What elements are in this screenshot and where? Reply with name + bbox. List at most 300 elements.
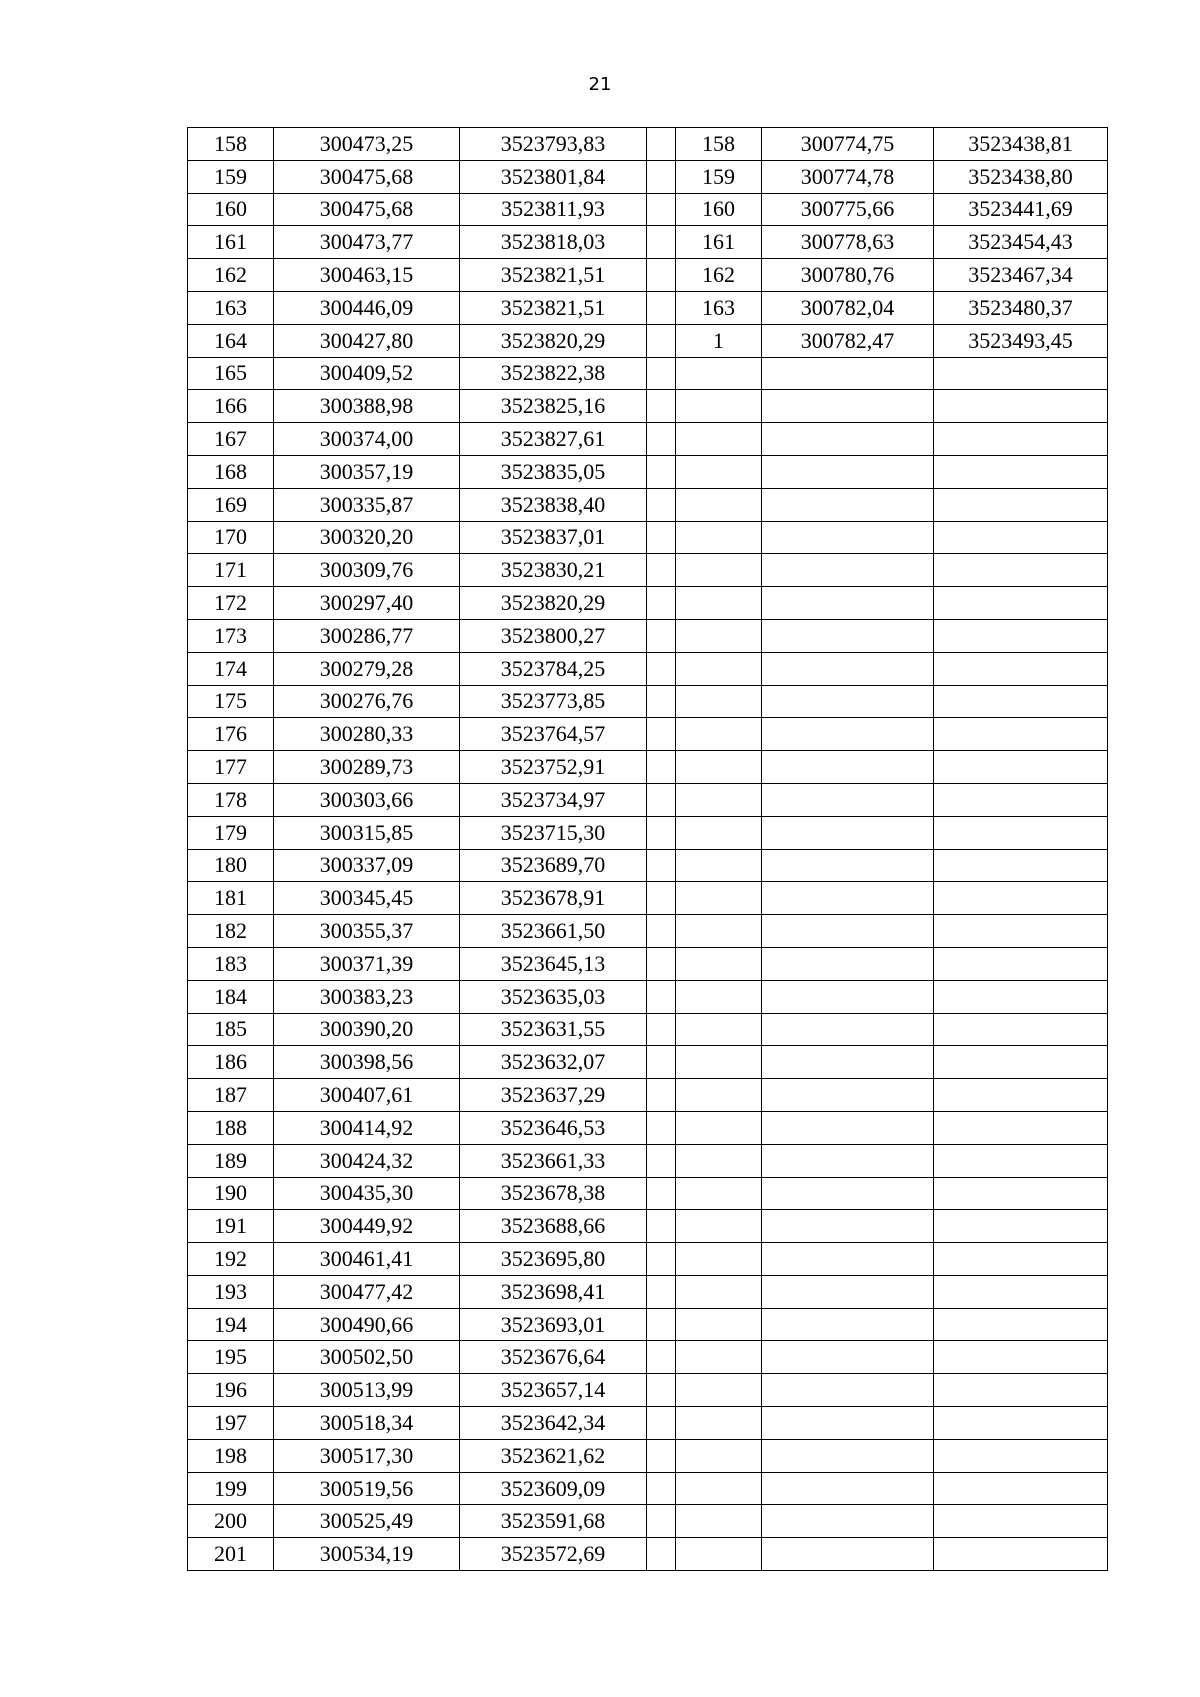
right-y-coordinate-cell <box>934 685 1108 718</box>
right-point-number-cell <box>676 455 762 488</box>
left-y-coordinate-cell: 3523825,16 <box>460 390 647 423</box>
right-x-coordinate-cell <box>762 1046 934 1079</box>
table-row <box>188 455 1108 488</box>
left-y-coordinate-cell: 3523822,38 <box>460 357 647 390</box>
left-point-number-cell: 198 <box>188 1439 274 1472</box>
left-x-coordinate-cell: 300276,76 <box>274 685 460 718</box>
left-point-number-cell: 170 <box>188 521 274 554</box>
right-y-coordinate-cell <box>934 619 1108 652</box>
left-y-coordinate-cell: 3523642,34 <box>460 1407 647 1440</box>
right-y-coordinate-cell <box>934 1177 1108 1210</box>
left-x-coordinate-cell: 300446,09 <box>274 291 460 324</box>
left-point-number-cell: 169 <box>188 488 274 521</box>
table-row <box>188 1374 1108 1407</box>
left-x-coordinate-cell: 300409,52 <box>274 357 460 390</box>
separator-cell <box>647 619 676 652</box>
table-row <box>188 1505 1108 1538</box>
right-point-number-cell <box>676 947 762 980</box>
right-x-coordinate-cell <box>762 554 934 587</box>
left-y-coordinate-cell: 3523631,55 <box>460 1013 647 1046</box>
separator-cell <box>647 1210 676 1243</box>
left-point-number-cell: 187 <box>188 1079 274 1112</box>
left-x-coordinate-cell: 300303,66 <box>274 783 460 816</box>
right-x-coordinate-cell: 300774,78 <box>762 160 934 193</box>
right-y-coordinate-cell <box>934 390 1108 423</box>
right-x-coordinate-cell <box>762 1407 934 1440</box>
left-y-coordinate-cell: 3523632,07 <box>460 1046 647 1079</box>
left-x-coordinate-cell: 300534,19 <box>274 1538 460 1571</box>
right-y-coordinate-cell <box>934 554 1108 587</box>
left-x-coordinate-cell: 300490,66 <box>274 1308 460 1341</box>
left-point-number-cell: 200 <box>188 1505 274 1538</box>
right-x-coordinate-cell: 300775,66 <box>762 193 934 226</box>
left-point-number-cell: 199 <box>188 1472 274 1505</box>
right-point-number-cell <box>676 915 762 948</box>
right-x-coordinate-cell <box>762 1111 934 1144</box>
left-y-coordinate-cell: 3523821,51 <box>460 291 647 324</box>
right-x-coordinate-cell <box>762 652 934 685</box>
left-x-coordinate-cell: 300525,49 <box>274 1505 460 1538</box>
table-row <box>188 291 1108 324</box>
table-row <box>188 882 1108 915</box>
right-y-coordinate-cell <box>934 587 1108 620</box>
right-x-coordinate-cell <box>762 1439 934 1472</box>
left-x-coordinate-cell: 300473,77 <box>274 226 460 259</box>
right-point-number-cell: 158 <box>676 128 762 161</box>
left-x-coordinate-cell: 300355,37 <box>274 915 460 948</box>
right-point-number-cell <box>676 718 762 751</box>
right-point-number-cell: 161 <box>676 226 762 259</box>
right-y-coordinate-cell <box>934 1374 1108 1407</box>
separator-cell <box>647 1374 676 1407</box>
left-point-number-cell: 181 <box>188 882 274 915</box>
left-y-coordinate-cell: 3523661,33 <box>460 1144 647 1177</box>
left-x-coordinate-cell: 300475,68 <box>274 160 460 193</box>
right-x-coordinate-cell <box>762 1144 934 1177</box>
left-x-coordinate-cell: 300357,19 <box>274 455 460 488</box>
table-row <box>188 980 1108 1013</box>
right-point-number-cell <box>676 1374 762 1407</box>
left-point-number-cell: 191 <box>188 1210 274 1243</box>
separator-cell <box>647 1046 676 1079</box>
left-point-number-cell: 168 <box>188 455 274 488</box>
right-point-number-cell <box>676 1439 762 1472</box>
right-y-coordinate-cell: 3523438,81 <box>934 128 1108 161</box>
right-x-coordinate-cell <box>762 751 934 784</box>
left-y-coordinate-cell: 3523698,41 <box>460 1275 647 1308</box>
right-point-number-cell <box>676 1275 762 1308</box>
right-point-number-cell <box>676 1243 762 1276</box>
right-x-coordinate-cell <box>762 455 934 488</box>
right-point-number-cell <box>676 783 762 816</box>
left-x-coordinate-cell: 300475,68 <box>274 193 460 226</box>
table-row <box>188 226 1108 259</box>
left-point-number-cell: 186 <box>188 1046 274 1079</box>
table-row <box>188 1243 1108 1276</box>
separator-cell <box>647 1439 676 1472</box>
right-point-number-cell: 1 <box>676 324 762 357</box>
right-y-coordinate-cell <box>934 1210 1108 1243</box>
right-point-number-cell <box>676 751 762 784</box>
left-x-coordinate-cell: 300390,20 <box>274 1013 460 1046</box>
separator-cell <box>647 423 676 456</box>
table-row <box>188 1275 1108 1308</box>
separator-cell <box>647 1341 676 1374</box>
page-number: 21 <box>588 74 612 95</box>
right-point-number-cell: 159 <box>676 160 762 193</box>
right-point-number-cell <box>676 882 762 915</box>
right-y-coordinate-cell <box>934 947 1108 980</box>
table-row <box>188 488 1108 521</box>
table-row <box>188 1439 1108 1472</box>
left-y-coordinate-cell: 3523811,93 <box>460 193 647 226</box>
left-point-number-cell: 193 <box>188 1275 274 1308</box>
left-y-coordinate-cell: 3523591,68 <box>460 1505 647 1538</box>
table-row <box>188 1308 1108 1341</box>
right-x-coordinate-cell <box>762 783 934 816</box>
left-x-coordinate-cell: 300461,41 <box>274 1243 460 1276</box>
left-point-number-cell: 174 <box>188 652 274 685</box>
right-point-number-cell <box>676 685 762 718</box>
table-row <box>188 685 1108 718</box>
right-x-coordinate-cell <box>762 357 934 390</box>
right-x-coordinate-cell <box>762 1275 934 1308</box>
left-point-number-cell: 167 <box>188 423 274 456</box>
separator-cell <box>647 751 676 784</box>
right-point-number-cell <box>676 357 762 390</box>
right-x-coordinate-cell <box>762 1308 934 1341</box>
left-y-coordinate-cell: 3523821,51 <box>460 259 647 292</box>
left-point-number-cell: 185 <box>188 1013 274 1046</box>
left-x-coordinate-cell: 300518,34 <box>274 1407 460 1440</box>
left-y-coordinate-cell: 3523800,27 <box>460 619 647 652</box>
table-row <box>188 1407 1108 1440</box>
left-y-coordinate-cell: 3523678,91 <box>460 882 647 915</box>
separator-cell <box>647 160 676 193</box>
left-y-coordinate-cell: 3523688,66 <box>460 1210 647 1243</box>
left-y-coordinate-cell: 3523820,29 <box>460 587 647 620</box>
right-y-coordinate-cell <box>934 849 1108 882</box>
left-x-coordinate-cell: 300286,77 <box>274 619 460 652</box>
right-point-number-cell <box>676 1505 762 1538</box>
right-point-number-cell <box>676 1177 762 1210</box>
right-y-coordinate-cell <box>934 1111 1108 1144</box>
right-y-coordinate-cell <box>934 718 1108 751</box>
right-x-coordinate-cell <box>762 1472 934 1505</box>
table-row <box>188 1538 1108 1571</box>
separator-cell <box>647 128 676 161</box>
table-row <box>188 1144 1108 1177</box>
table-row <box>188 783 1108 816</box>
separator-cell <box>647 1275 676 1308</box>
table-row <box>188 1341 1108 1374</box>
right-x-coordinate-cell <box>762 1210 934 1243</box>
right-y-coordinate-cell <box>934 816 1108 849</box>
separator-cell <box>647 882 676 915</box>
left-y-coordinate-cell: 3523635,03 <box>460 980 647 1013</box>
left-y-coordinate-cell: 3523689,70 <box>460 849 647 882</box>
left-y-coordinate-cell: 3523646,53 <box>460 1111 647 1144</box>
left-point-number-cell: 190 <box>188 1177 274 1210</box>
separator-cell <box>647 1538 676 1571</box>
table-row <box>188 718 1108 751</box>
right-point-number-cell <box>676 587 762 620</box>
table-row <box>188 1472 1108 1505</box>
right-point-number-cell <box>676 1046 762 1079</box>
left-y-coordinate-cell: 3523827,61 <box>460 423 647 456</box>
left-x-coordinate-cell: 300407,61 <box>274 1079 460 1112</box>
right-y-coordinate-cell <box>934 783 1108 816</box>
right-x-coordinate-cell <box>762 587 934 620</box>
left-point-number-cell: 173 <box>188 619 274 652</box>
right-x-coordinate-cell <box>762 1079 934 1112</box>
separator-cell <box>647 849 676 882</box>
right-point-number-cell <box>676 849 762 882</box>
left-point-number-cell: 183 <box>188 947 274 980</box>
left-y-coordinate-cell: 3523609,09 <box>460 1472 647 1505</box>
right-y-coordinate-cell: 3523493,45 <box>934 324 1108 357</box>
separator-cell <box>647 521 676 554</box>
left-y-coordinate-cell: 3523801,84 <box>460 160 647 193</box>
left-y-coordinate-cell: 3523837,01 <box>460 521 647 554</box>
right-point-number-cell <box>676 619 762 652</box>
right-y-coordinate-cell: 3523467,34 <box>934 259 1108 292</box>
right-x-coordinate-cell <box>762 685 934 718</box>
right-point-number-cell <box>676 554 762 587</box>
table-row <box>188 554 1108 587</box>
right-y-coordinate-cell: 3523438,80 <box>934 160 1108 193</box>
left-point-number-cell: 180 <box>188 849 274 882</box>
left-y-coordinate-cell: 3523695,80 <box>460 1243 647 1276</box>
table-row <box>188 128 1108 161</box>
right-y-coordinate-cell <box>934 488 1108 521</box>
separator-cell <box>647 1243 676 1276</box>
left-y-coordinate-cell: 3523835,05 <box>460 455 647 488</box>
left-y-coordinate-cell: 3523572,69 <box>460 1538 647 1571</box>
table-row <box>188 357 1108 390</box>
right-point-number-cell <box>676 1407 762 1440</box>
table-row <box>188 619 1108 652</box>
left-y-coordinate-cell: 3523818,03 <box>460 226 647 259</box>
right-y-coordinate-cell: 3523454,43 <box>934 226 1108 259</box>
left-x-coordinate-cell: 300424,32 <box>274 1144 460 1177</box>
right-y-coordinate-cell: 3523441,69 <box>934 193 1108 226</box>
left-point-number-cell: 165 <box>188 357 274 390</box>
separator-cell <box>647 1013 676 1046</box>
right-x-coordinate-cell <box>762 718 934 751</box>
left-point-number-cell: 166 <box>188 390 274 423</box>
right-point-number-cell: 163 <box>676 291 762 324</box>
left-point-number-cell: 177 <box>188 751 274 784</box>
right-y-coordinate-cell <box>934 1144 1108 1177</box>
separator-cell <box>647 1144 676 1177</box>
right-y-coordinate-cell <box>934 1079 1108 1112</box>
separator-cell <box>647 1505 676 1538</box>
right-x-coordinate-cell <box>762 423 934 456</box>
separator-cell <box>647 226 676 259</box>
left-point-number-cell: 175 <box>188 685 274 718</box>
coordinates-table <box>187 127 1108 1571</box>
right-x-coordinate-cell: 300782,47 <box>762 324 934 357</box>
right-y-coordinate-cell <box>934 423 1108 456</box>
left-y-coordinate-cell: 3523838,40 <box>460 488 647 521</box>
left-x-coordinate-cell: 300449,92 <box>274 1210 460 1243</box>
left-x-coordinate-cell: 300315,85 <box>274 816 460 849</box>
separator-cell <box>647 291 676 324</box>
right-x-coordinate-cell <box>762 882 934 915</box>
left-point-number-cell: 188 <box>188 1111 274 1144</box>
table-row <box>188 1013 1108 1046</box>
separator-cell <box>647 816 676 849</box>
right-y-coordinate-cell <box>934 1275 1108 1308</box>
right-x-coordinate-cell <box>762 390 934 423</box>
left-x-coordinate-cell: 300335,87 <box>274 488 460 521</box>
table-row <box>188 947 1108 980</box>
left-y-coordinate-cell: 3523793,83 <box>460 128 647 161</box>
left-x-coordinate-cell: 300427,80 <box>274 324 460 357</box>
left-x-coordinate-cell: 300280,33 <box>274 718 460 751</box>
separator-cell <box>647 980 676 1013</box>
left-point-number-cell: 197 <box>188 1407 274 1440</box>
right-point-number-cell <box>676 652 762 685</box>
separator-cell <box>647 718 676 751</box>
right-point-number-cell <box>676 1013 762 1046</box>
left-point-number-cell: 194 <box>188 1308 274 1341</box>
left-x-coordinate-cell: 300371,39 <box>274 947 460 980</box>
right-y-coordinate-cell <box>934 1538 1108 1571</box>
right-x-coordinate-cell <box>762 849 934 882</box>
right-x-coordinate-cell: 300782,04 <box>762 291 934 324</box>
left-point-number-cell: 179 <box>188 816 274 849</box>
left-y-coordinate-cell: 3523621,62 <box>460 1439 647 1472</box>
left-point-number-cell: 182 <box>188 915 274 948</box>
right-x-coordinate-cell <box>762 980 934 1013</box>
left-x-coordinate-cell: 300289,73 <box>274 751 460 784</box>
left-x-coordinate-cell: 300297,40 <box>274 587 460 620</box>
separator-cell <box>647 783 676 816</box>
separator-cell <box>647 1177 676 1210</box>
left-y-coordinate-cell: 3523830,21 <box>460 554 647 587</box>
right-y-coordinate-cell <box>934 1341 1108 1374</box>
right-y-coordinate-cell <box>934 521 1108 554</box>
right-point-number-cell <box>676 1341 762 1374</box>
separator-cell <box>647 193 676 226</box>
separator-cell <box>647 488 676 521</box>
right-point-number-cell <box>676 1144 762 1177</box>
table-row <box>188 390 1108 423</box>
separator-cell <box>647 915 676 948</box>
separator-cell <box>647 554 676 587</box>
left-point-number-cell: 196 <box>188 1374 274 1407</box>
left-x-coordinate-cell: 300388,98 <box>274 390 460 423</box>
left-point-number-cell: 162 <box>188 259 274 292</box>
left-x-coordinate-cell: 300477,42 <box>274 1275 460 1308</box>
left-x-coordinate-cell: 300309,76 <box>274 554 460 587</box>
right-y-coordinate-cell <box>934 1013 1108 1046</box>
right-point-number-cell <box>676 423 762 456</box>
separator-cell <box>647 1079 676 1112</box>
table-row <box>188 324 1108 357</box>
left-x-coordinate-cell: 300414,92 <box>274 1111 460 1144</box>
table-row <box>188 849 1108 882</box>
left-point-number-cell: 184 <box>188 980 274 1013</box>
table-row <box>188 652 1108 685</box>
separator-cell <box>647 1407 676 1440</box>
left-x-coordinate-cell: 300383,23 <box>274 980 460 1013</box>
left-point-number-cell: 164 <box>188 324 274 357</box>
table-row <box>188 193 1108 226</box>
right-point-number-cell <box>676 1111 762 1144</box>
left-x-coordinate-cell: 300502,50 <box>274 1341 460 1374</box>
table-row <box>188 423 1108 456</box>
right-x-coordinate-cell <box>762 1243 934 1276</box>
right-point-number-cell <box>676 816 762 849</box>
left-x-coordinate-cell: 300517,30 <box>274 1439 460 1472</box>
left-point-number-cell: 192 <box>188 1243 274 1276</box>
coordinates-table-body <box>188 128 1108 1571</box>
left-point-number-cell: 176 <box>188 718 274 751</box>
separator-cell <box>647 1308 676 1341</box>
right-y-coordinate-cell <box>934 1046 1108 1079</box>
right-y-coordinate-cell <box>934 915 1108 948</box>
left-x-coordinate-cell: 300435,30 <box>274 1177 460 1210</box>
right-y-coordinate-cell <box>934 1243 1108 1276</box>
separator-cell <box>647 1111 676 1144</box>
right-point-number-cell <box>676 1308 762 1341</box>
right-y-coordinate-cell <box>934 652 1108 685</box>
right-x-coordinate-cell <box>762 619 934 652</box>
left-x-coordinate-cell: 300279,28 <box>274 652 460 685</box>
left-x-coordinate-cell: 300374,00 <box>274 423 460 456</box>
left-y-coordinate-cell: 3523784,25 <box>460 652 647 685</box>
left-point-number-cell: 189 <box>188 1144 274 1177</box>
table-row <box>188 1111 1108 1144</box>
left-x-coordinate-cell: 300345,45 <box>274 882 460 915</box>
left-point-number-cell: 178 <box>188 783 274 816</box>
right-point-number-cell <box>676 1079 762 1112</box>
right-point-number-cell: 160 <box>676 193 762 226</box>
table-row <box>188 816 1108 849</box>
right-y-coordinate-cell <box>934 1407 1108 1440</box>
left-point-number-cell: 195 <box>188 1341 274 1374</box>
right-point-number-cell <box>676 980 762 1013</box>
table-row <box>188 751 1108 784</box>
separator-cell <box>647 324 676 357</box>
left-x-coordinate-cell: 300519,56 <box>274 1472 460 1505</box>
left-x-coordinate-cell: 300398,56 <box>274 1046 460 1079</box>
separator-cell <box>647 390 676 423</box>
separator-cell <box>647 685 676 718</box>
right-y-coordinate-cell <box>934 357 1108 390</box>
left-y-coordinate-cell: 3523661,50 <box>460 915 647 948</box>
right-x-coordinate-cell <box>762 1538 934 1571</box>
left-point-number-cell: 158 <box>188 128 274 161</box>
left-y-coordinate-cell: 3523773,85 <box>460 685 647 718</box>
right-x-coordinate-cell <box>762 521 934 554</box>
left-y-coordinate-cell: 3523645,13 <box>460 947 647 980</box>
separator-cell <box>647 357 676 390</box>
right-x-coordinate-cell <box>762 915 934 948</box>
left-y-coordinate-cell: 3523764,57 <box>460 718 647 751</box>
right-x-coordinate-cell: 300778,63 <box>762 226 934 259</box>
right-point-number-cell: 162 <box>676 259 762 292</box>
left-point-number-cell: 160 <box>188 193 274 226</box>
right-point-number-cell <box>676 1210 762 1243</box>
separator-cell <box>647 455 676 488</box>
right-point-number-cell <box>676 1538 762 1571</box>
table-row <box>188 160 1108 193</box>
separator-cell <box>647 652 676 685</box>
